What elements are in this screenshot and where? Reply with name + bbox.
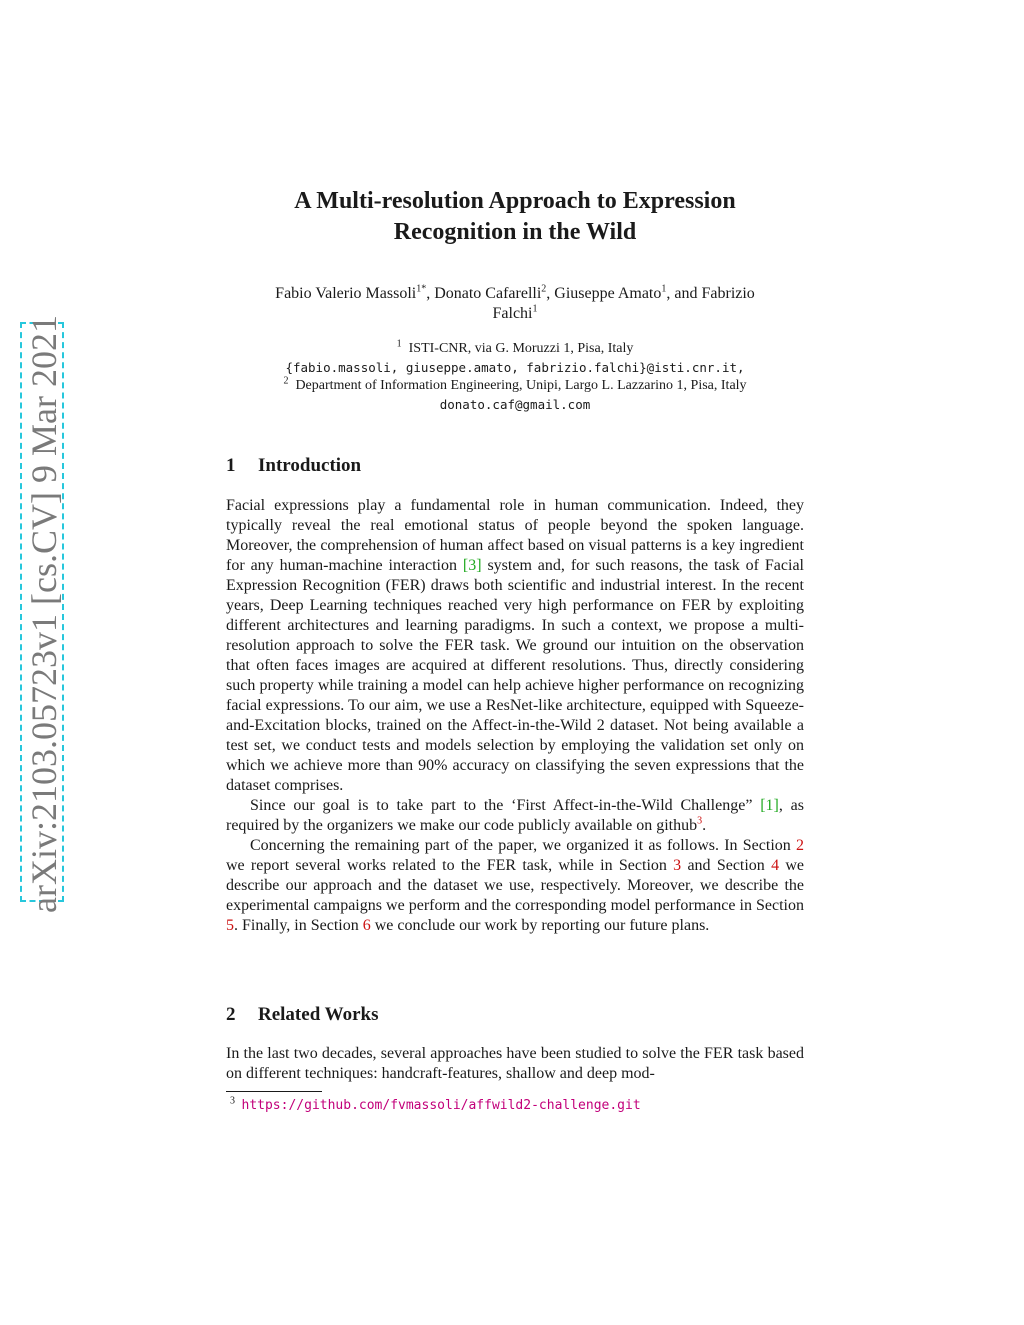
footnote-rule (226, 1091, 322, 1092)
intro-paragraph-2: Since our goal is to take part to the ‘First Affect-in-the-Wild Challenge” [1], as required by the organizers we make our code publicly available on github$^3$. (226, 797, 804, 834)
author-3: Giuseppe Amato (554, 285, 662, 302)
footnote-marker[interactable]: 3 (697, 815, 703, 827)
author-1: Fabio Valerio Massoli (275, 285, 417, 302)
section-link[interactable]: 5 (226, 917, 234, 934)
affiliation-1-emails: {fabio.massoli, giuseppe.amato, fabrizio.falchi}@isti.cnr.it, (285, 359, 745, 375)
author-4-first: Fabrizio (701, 285, 755, 302)
section-link[interactable]: 4 (771, 857, 780, 874)
arxiv-stamp: arXiv:2103.05723v1 [cs.CV] 9 Mar 2021 (24, 315, 64, 913)
affiliation-2: $^2$ Department of Information Engineering, Unipi, Largo L. Lazzarino 1, Pisa, Italy (283, 375, 747, 393)
paper-title (226, 186, 804, 248)
intro-paragraph-3: Concerning the remaining part of the paper, we organized it as follows. In Section 2 we report several works related to the FER task, while in Section 3 and Section 4 we describe our approach and the dataset we use, respectively. Moreover, we describe the experimental campaigns we perform and the corresponding model performance in Section 5. Finally, in Section 6 we conclude our work by reporting our future plans. (226, 837, 805, 934)
footnote-url-link[interactable]: https://github.com/fvmassoli/affwild2-challenge.git (241, 1098, 641, 1113)
related-paragraph-1: In the last two decades, several approaches have been studied to solve the FER task based on different techniques: handcraft-features, shallow and deep mod- (226, 1045, 804, 1082)
related-works-body (226, 1044, 804, 1084)
introduction-body (226, 496, 804, 936)
author-2: Donato Cafarelli (434, 285, 542, 302)
footnote: $^3$ https://github.com/fvmassoli/affwild2-challenge.git (230, 1095, 641, 1113)
section-link[interactable]: 2 (796, 837, 804, 854)
affiliation-1: $^1$ ISTI-CNR, via G. Moruzzi 1, Pisa, Italy (396, 338, 634, 356)
section-link[interactable]: 3 (673, 857, 682, 874)
arxiv-stamp-frame (20, 315, 64, 913)
title-line-1: A Multi-resolution Approach to Expression (294, 188, 736, 214)
section-link[interactable]: 6 (362, 917, 371, 934)
section-1-heading: 1 Introduction (226, 455, 362, 476)
section-2-heading: 2 Related Works (226, 1004, 379, 1025)
author-list: Fabio Valerio Massoli$^{1*}$, Donato Cafarelli$^2$, Giuseppe Amato$^1$, and Fabrizio Falchi$^1$ (275, 283, 755, 322)
affiliation-2-email: donato.caf@gmail.com (439, 396, 591, 412)
affiliations (226, 340, 804, 414)
author-4-last: Falchi (492, 305, 533, 322)
citation-link[interactable]: [3] (462, 557, 482, 574)
citation-link[interactable]: [1] (760, 797, 779, 814)
title-line-2: Recognition in the Wild (393, 219, 637, 245)
intro-paragraph-1: Facial expressions play a fundamental role in human communication. Indeed, they typically reveal the real emotional status of people beyond the spoken language. Moreover, the comprehension of human affect based on visual patterns is a key ingredient for any human-machine interaction [3] system and, for such reasons, the task of Facial Expression Recognition (FER) draws both scientific and industrial interest. In the recent years, Deep Learning techniques reached very high performance on FER by exploiting different architectures and learning paradigms. In such a context, we propose a multi-resolution approach to solve the FER task. We ground our intuition on the observation that often faces images are acquired at different resolutions. Thus, directly considering such property while training a model can help achieve higher performance on recognizing facial expressions. To our aim, we use a ResNet-like architecture, equipped with Squeeze-and-Excitation blocks, trained on the Affect-in-the-Wild 2 dataset. Not being available a test set, we conduct tests and models selection by employing the validation set only on which we achieve more than 90% accuracy on classifying the seven expressions that the dataset comprises. (226, 497, 804, 794)
